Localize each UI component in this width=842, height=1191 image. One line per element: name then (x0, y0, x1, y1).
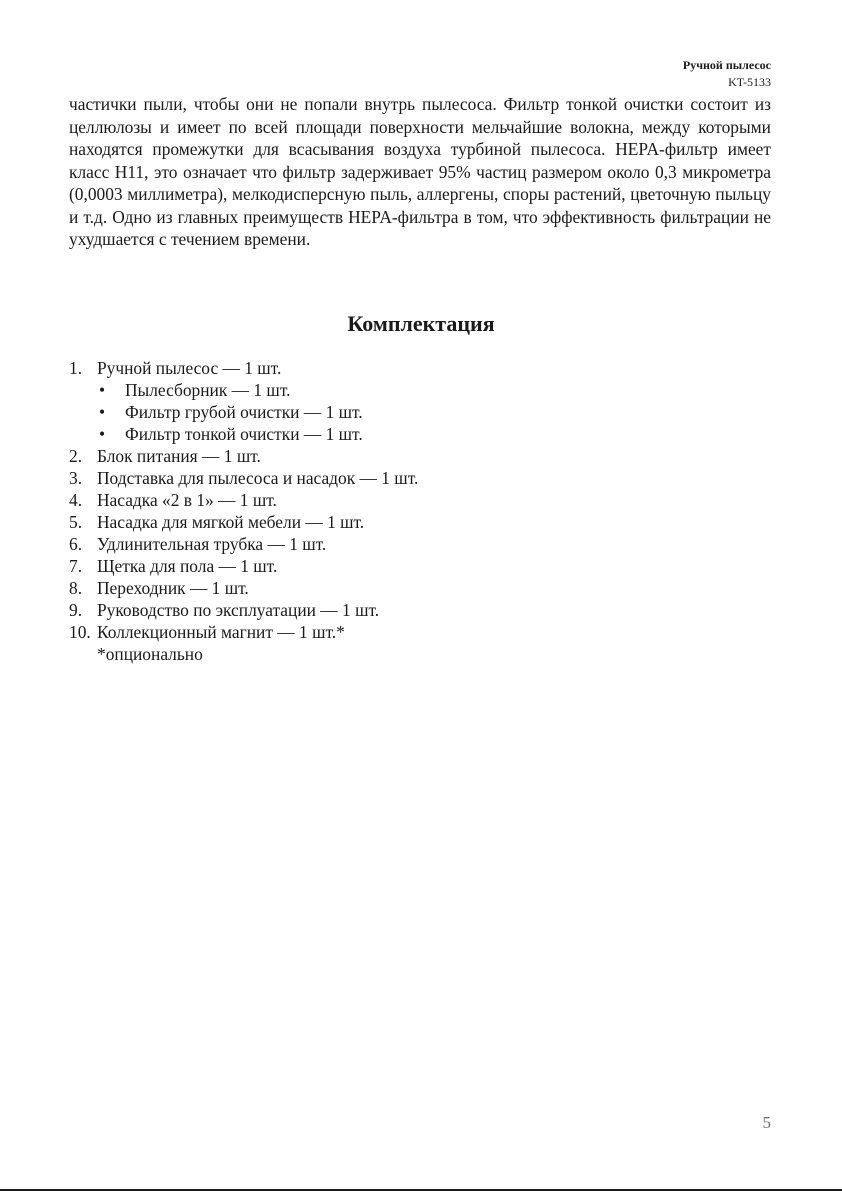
list-subitem-text: Фильтр тонкой очистки — 1 шт. (125, 424, 363, 444)
list-item-text: Удлинительная трубка — 1 шт. (97, 534, 327, 554)
list-subitem (69, 423, 771, 445)
running-header (683, 57, 771, 91)
list-item (69, 489, 771, 511)
list-item-number: 4. (69, 490, 83, 510)
list-item (69, 555, 771, 577)
list-item (69, 621, 771, 643)
list-item-text: Насадка «2 в 1» — 1 шт. (97, 490, 277, 510)
list-footnote (69, 643, 771, 665)
list-item (69, 357, 771, 379)
list-item-number: 5. (69, 512, 83, 532)
bullet-icon: • (99, 380, 106, 400)
list-item-text: Подставка для пылесоса и насадок — 1 шт. (97, 468, 419, 488)
list-item-text: Ручной пылесос — 1 шт. (97, 358, 282, 378)
package-contents-list (69, 357, 771, 665)
filter-description-paragraph: частички пыли, чтобы они не попали внутрь пылесоса. Фильтр тонкой очистки состоит из целлюлозы и имеет по всей площади поверхности мельчайшие волокна, между которыми находятся промежутки для всасывания воздуха турбиной пылесоса. HEPA-фильтр имеет класс H11, это означает что фильтр задерживает 95% частиц размером около 0,3 микрометра (0,0003 миллиметра), мелкодисперсную пыль, аллергены, споры растений, цветочную пыльцу и т.д. Одно из главных преимуществ HEPA-фильтра в том, что эффективность фильтрации не ухудшается с течением времени. (69, 94, 771, 249)
page-number: 5 (762, 1113, 771, 1132)
list-subitem (69, 379, 771, 401)
list-item-number: 7. (69, 556, 83, 576)
list-item-number: 8. (69, 578, 83, 598)
list-item-text: Коллекционный магнит — 1 шт.* (97, 622, 345, 642)
list-item-number: 9. (69, 600, 83, 620)
section-heading-contents: Комплектация (347, 311, 495, 336)
list-item-text: Переходник — 1 шт. (97, 578, 249, 598)
list-item (69, 467, 771, 489)
footnote-optional: *опционально (97, 644, 203, 664)
list-item (69, 533, 771, 555)
list-item-number: 2. (69, 446, 83, 466)
list-item (69, 511, 771, 533)
list-item-text: Насадка для мягкой мебели — 1 шт. (97, 512, 365, 532)
list-item-text: Щетка для пола — 1 шт. (97, 556, 278, 576)
list-item (69, 577, 771, 599)
list-item (69, 599, 771, 621)
list-item-number: 3. (69, 468, 83, 488)
list-item-text: Руководство по эксплуатации — 1 шт. (97, 600, 380, 620)
header-model-number: KT-5133 (728, 75, 771, 89)
list-item (69, 445, 771, 467)
list-subitem (69, 401, 771, 423)
bullet-icon: • (99, 402, 106, 422)
header-product-title: Ручной пылесос (682, 58, 771, 72)
list-item-number: 6. (69, 534, 83, 554)
list-item-text: Блок питания — 1 шт. (97, 446, 261, 466)
list-item-number: 1. (69, 358, 83, 378)
bullet-icon: • (99, 424, 106, 444)
list-subitem-text: Пылесборник — 1 шт. (125, 380, 291, 400)
list-item-number: 10. (69, 622, 91, 642)
list-subitem-text: Фильтр грубой очистки — 1 шт. (125, 402, 363, 422)
